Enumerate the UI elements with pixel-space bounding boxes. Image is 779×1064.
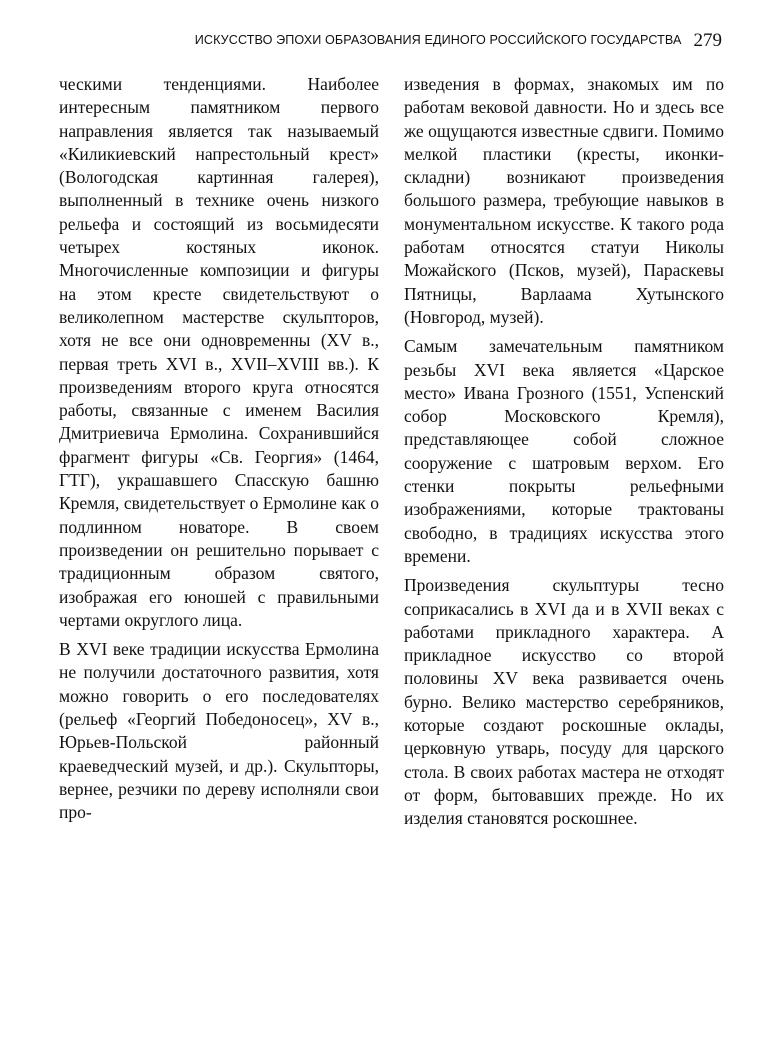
paragraph: изведения в формах, знакомых им по работам вековой давности. Но и здесь все же ощущаются известные сдвиги. Помимо мелкой пластики (кресты, иконки-складни) возникают произведения большого размера, требующие навыков в монументальном искусстве. К такого рода работам относятся статуи Николы Можайского (Псков, музей), Параскевы Пятницы, Варлаама Хутынского (Новгород, музей). bbox=[404, 74, 724, 327]
running-title: ИСКУССТВО ЭПОХИ ОБРАЗОВАНИЯ ЕДИНОГО РОССИЙСКОГО ГОСУДАРСТВА bbox=[194, 33, 682, 47]
paragraph: ческими тенденциями. Наиболее интересным памятником первого направления является так называемый «Киликиевский напрестольный крест» (Вологодская картинная галерея), выполненный в технике очень низкого рельефа и состоящий из восьмидесяти четырех костяных иконок. Многочисленные композиции и фигуры на этом кресте свидетельствуют о великолепном мастерстве скульпторов, хотя не все они одновременны (XV в., первая треть XVI в., XVII–XVIII вв.). К произведениям второго круга относятся работы, связанные с именем Василия Дмитриевича Ермолина. Сохранившийся фрагмент фигуры «Св. Георгия» (1464, ГТГ), украшавшего Спасскую башню Кремля, свидетельствует о Ермолине как о подлинном новаторе. В своем произведении он решительно порывает с традиционным образом святого, изображая его юношей с правильными чертами округлого лица. bbox=[59, 74, 379, 630]
right-column bbox=[404, 73, 724, 1033]
text-columns bbox=[59, 73, 724, 1033]
paragraph: В XVI веке традиции искусства Ермолина не получили достаточного развития, хотя можно говорить о его последователях (рельеф «Георгий Победоносец», XV в., Юрьев-Польской районный краеведческий музей, и др.). Скульпторы, вернее, резчики по дереву исполняли свои про- bbox=[59, 639, 379, 823]
page-number: 279 bbox=[693, 30, 722, 51]
paragraph: Произведения скульптуры тесно соприкасались в XVI да и в XVII веках с работами прикладного характера. А прикладное искусство со второй половины XV века развивается очень бурно. Велико мастерство серебряников, которые создают роскошные оклады, церковную утварь, посуду для царского стола. В своих работах мастера не отходят от форм, бытовавших прежде. Но их изделия становятся роскошнее. bbox=[404, 575, 724, 829]
page-header bbox=[60, 30, 722, 52]
paragraph: Самым замечательным памятником резьбы XVI века является «Царское место» Ивана Грозного (1551, Успенский собор Московского Кремля), представляющее собой сложное сооружение с шатровым верхом. Его стенки покрыты рельефными изображениями, которые трактованы свободно, в традициях искусства этого времени. bbox=[404, 336, 724, 566]
left-column bbox=[59, 73, 379, 1033]
